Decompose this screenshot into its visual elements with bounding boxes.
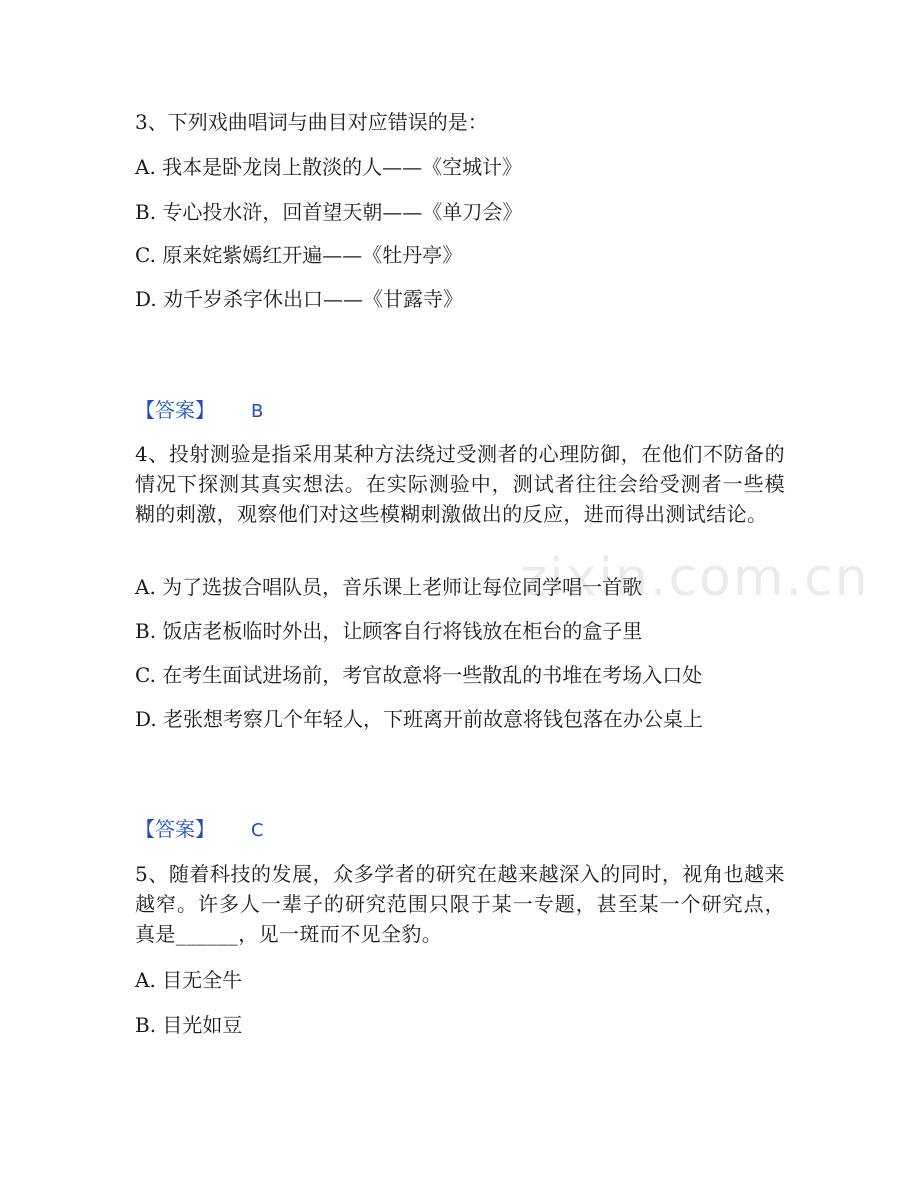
question-4-option-a: A. 为了选拔合唱队员，音乐课上老师让每位同学唱一首歌 bbox=[135, 575, 643, 599]
answer-label: 【答案】 bbox=[135, 817, 215, 841]
question-3-option-d: D. 劝千岁杀字休出口——《甘露寺》 bbox=[135, 287, 464, 311]
question-4-stem: 4、投射测验是指采用某种方法绕过受测者的心理防御，在他们不防备的情况下探测其真实想法。在实际测验中，测试者往往会给受测者一些模糊的刺激，观察他们对这些模糊刺激做出的反应，进而得出测试结论。 bbox=[135, 442, 785, 526]
answer-3 bbox=[135, 395, 263, 427]
question-4-option-b: B. 饭店老板临时外出，让顾客自行将钱放在柜台的盒子里 bbox=[135, 619, 643, 643]
question-4-option-c: C. 在考生面试进场前，考官故意将一些散乱的书堆在考场入口处 bbox=[135, 663, 703, 687]
question-3-option-b: B. 专心投水浒，回首望天朝——《单刀会》 bbox=[135, 200, 523, 224]
answer-label: 【答案】 bbox=[135, 398, 215, 422]
question-3-option-c: C. 原来姹紫嫣红开遍——《牡丹亭》 bbox=[135, 243, 463, 267]
question-5-option-b: B. 目光如豆 bbox=[135, 1013, 243, 1037]
answer-value: C bbox=[251, 820, 264, 841]
question-4-option-d: D. 老张想考察几个年轻人，下班离开前故意将钱包落在办公桌上 bbox=[135, 707, 704, 731]
question-3-option-a: A. 我本是卧龙岗上散淡的人——《空城计》 bbox=[135, 155, 523, 179]
watermark: zixin.com.cn bbox=[520, 548, 870, 608]
question-5-option-a: A. 目无全牛 bbox=[135, 968, 243, 992]
answer-4 bbox=[135, 814, 264, 846]
question-5-stem: 5、随着科技的发展，众多学者的研究在越来越深入的同时，视角也越来越窄。许多人一辈子的研究范围只限于某一专题，甚至某一个研究点，真是______，见一斑而不见全豹。 bbox=[135, 862, 785, 946]
answer-value: B bbox=[251, 401, 264, 422]
question-3-stem: 3、下列戏曲唱词与曲目对应错误的是： bbox=[135, 110, 488, 134]
